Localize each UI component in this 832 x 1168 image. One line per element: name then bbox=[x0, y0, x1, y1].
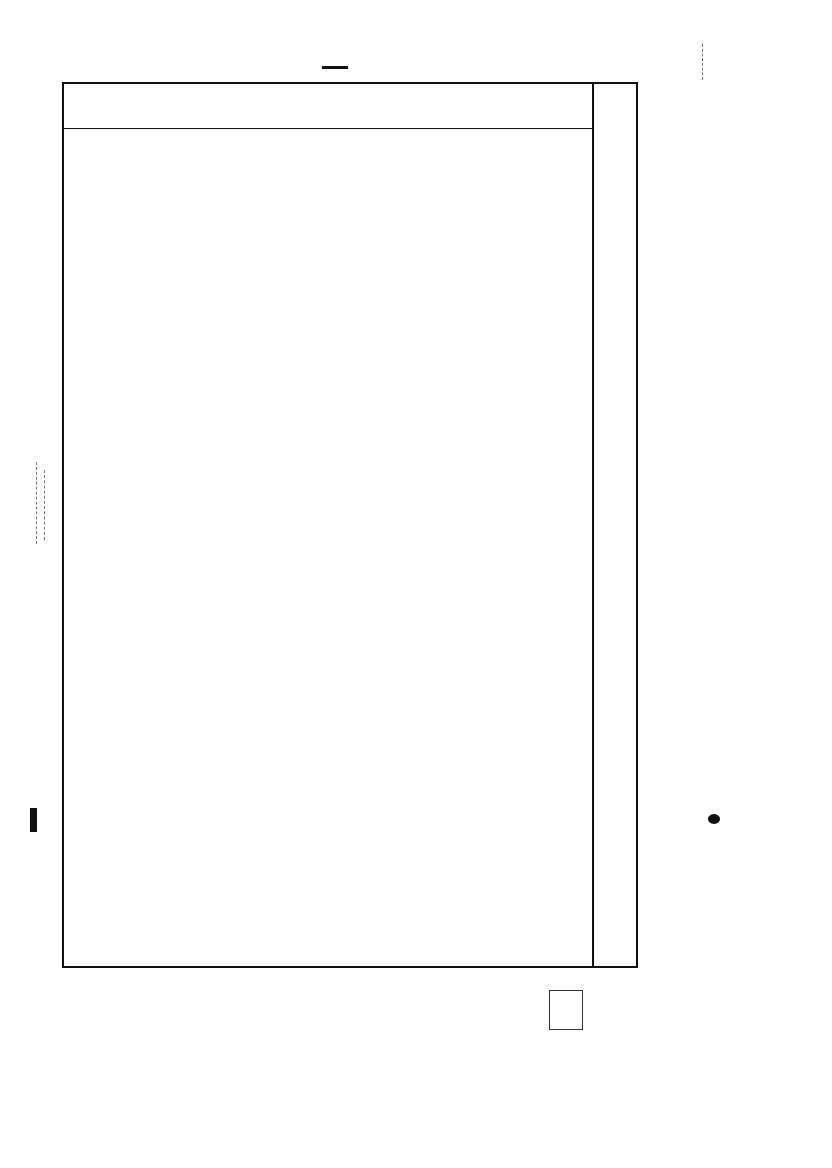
header-underline bbox=[64, 128, 592, 129]
left-margin-scribble-2 bbox=[44, 470, 45, 540]
right-margin-tick bbox=[702, 44, 703, 80]
left-margin-scribble bbox=[36, 462, 37, 544]
title-column-divider bbox=[592, 84, 594, 966]
right-margin-dot bbox=[708, 814, 720, 824]
left-margin-mark bbox=[30, 808, 37, 832]
form-frame bbox=[62, 82, 638, 968]
top-dash-mark bbox=[322, 66, 348, 69]
page-stamp-box bbox=[549, 990, 583, 1030]
